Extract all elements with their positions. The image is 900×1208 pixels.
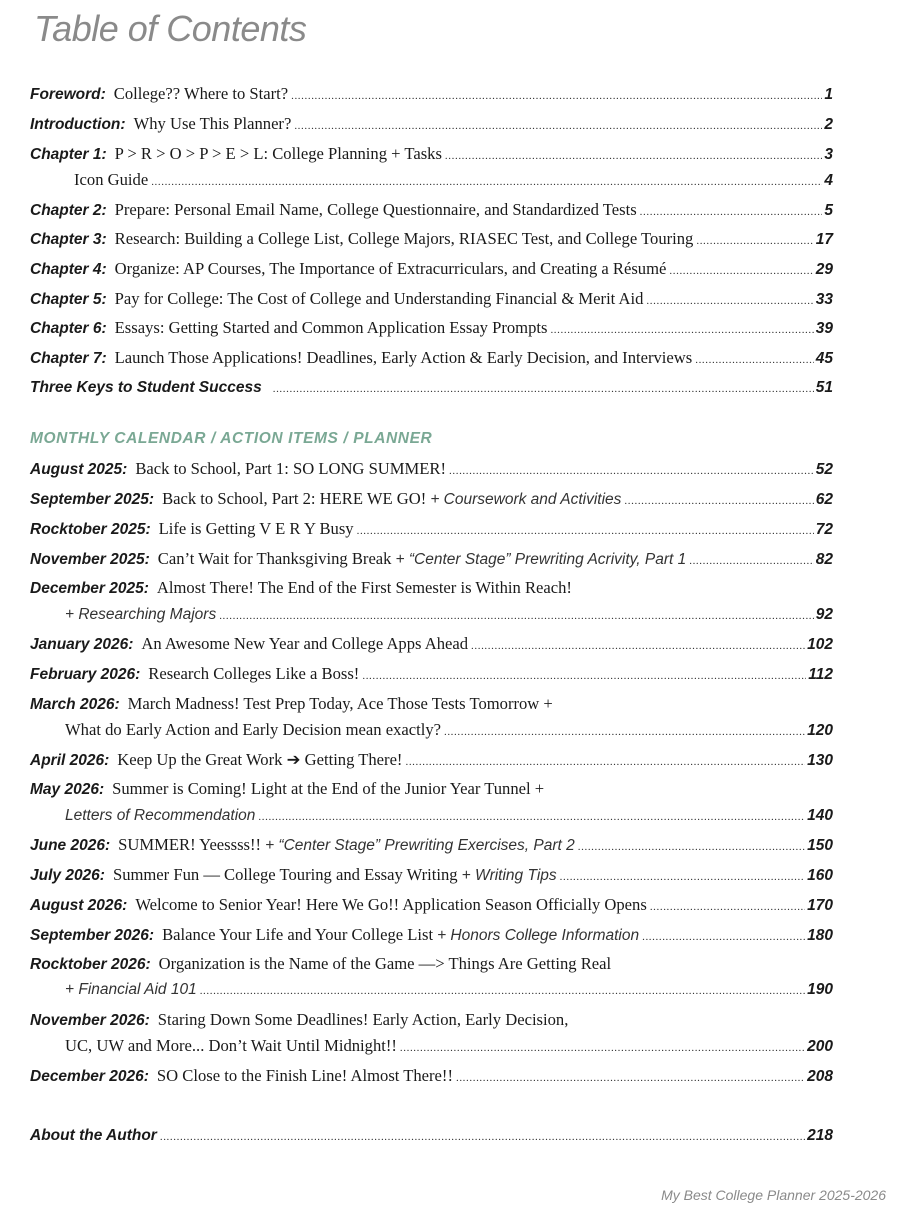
dot-leader xyxy=(642,927,805,947)
toc-entry-rocktober-2025[interactable] xyxy=(30,519,833,541)
entry-title: Launch Those Applications! Deadlines, Early Action & Early Decision, and Interviews xyxy=(114,348,693,367)
toc-entry-mar-2026-cont[interactable] xyxy=(65,720,833,742)
entry-title: Back to School, Part 2: HERE WE GO! xyxy=(162,489,427,508)
dot-leader xyxy=(291,86,822,106)
entry-label: Three Keys to Student Success xyxy=(30,379,262,396)
entry-extra: + Coursework and Activities xyxy=(430,491,622,508)
dot-leader xyxy=(560,867,805,887)
dot-leader xyxy=(219,606,814,626)
page-number: 218 xyxy=(807,1127,833,1144)
dot-leader xyxy=(405,752,805,772)
dot-leader xyxy=(273,379,814,399)
entry-label: Chapter 4: xyxy=(30,261,107,278)
entry-title: P > R > O > P > E > L: College Planning + Tasks xyxy=(114,144,442,163)
entry-label: December 2026: xyxy=(30,1068,149,1085)
dot-leader xyxy=(400,1038,805,1058)
dot-leader xyxy=(578,837,805,857)
dot-leader xyxy=(640,202,823,222)
page-number: 72 xyxy=(815,521,833,538)
entry-title: Staring Down Some Deadlines! Early Action, Early Decision, xyxy=(157,1010,569,1029)
entry-title: Life is Getting V E R Y Busy xyxy=(158,519,354,538)
toc-entry-icon-guide[interactable] xyxy=(74,170,833,192)
toc-entry-chapter-1[interactable] xyxy=(30,144,833,166)
entry-label: March 2026: xyxy=(30,696,120,713)
toc-entry-about-author[interactable] xyxy=(30,1126,833,1147)
entry-label: Chapter 6: xyxy=(30,320,107,337)
entry-label: February 2026: xyxy=(30,666,141,683)
entry-label: September 2026: xyxy=(30,927,155,944)
toc-entry-feb-2026[interactable] xyxy=(30,664,833,686)
entry-label: Foreword: xyxy=(30,86,106,103)
page-number: 190 xyxy=(807,981,833,998)
entry-label: June 2026: xyxy=(30,837,111,854)
toc-entry-chapter-7[interactable] xyxy=(30,348,833,370)
toc-entry-chapter-4[interactable] xyxy=(30,259,833,281)
entry-extra: + “Center Stage” Prewriting Exercises, Part 2 xyxy=(265,837,575,854)
toc-entry-jan-2026[interactable] xyxy=(30,634,833,656)
entry-extra: Letters of Recommendation xyxy=(65,807,256,824)
dot-leader xyxy=(294,116,822,136)
entry-extra: + Financial Aid 101 xyxy=(65,981,197,998)
page-number: 45 xyxy=(815,350,833,367)
dot-leader xyxy=(696,231,813,251)
entry-label: May 2026: xyxy=(30,781,105,798)
entry-label: Chapter 1: xyxy=(30,146,107,163)
entry-title-cont: What do Early Action and Early Decision mean exactly? xyxy=(65,720,441,739)
dot-leader xyxy=(445,146,822,166)
page-number: 150 xyxy=(807,837,833,854)
entry-title: SUMMER! Yeessss!! xyxy=(118,835,262,854)
toc-entry-aug-2025[interactable] xyxy=(30,459,833,481)
toc-entry-chapter-6[interactable] xyxy=(30,318,833,340)
toc-entry-introduction[interactable] xyxy=(30,114,833,136)
entry-title: Organization is the Name of the Game —> Things Are Getting Real xyxy=(158,954,612,973)
entry-label: July 2026: xyxy=(30,867,105,884)
entry-title: Research: Building a College List, College Majors, RIASEC Test, and College Touring xyxy=(114,229,694,248)
entry-title: Essays: Getting Started and Common Application Essay Prompts xyxy=(114,318,548,337)
toc-entry-apr-2026[interactable] xyxy=(30,750,833,772)
section-heading: MONTHLY CALENDAR / ACTION ITEMS / PLANNER xyxy=(30,430,433,447)
entry-label: November 2025: xyxy=(30,551,150,568)
page-number: 180 xyxy=(807,927,833,944)
entry-title: Why Use This Planner? xyxy=(133,114,292,133)
entry-title: Prepare: Personal Email Name, College Questionnaire, and Standardized Tests xyxy=(114,200,637,219)
toc-entry-nov-2026-cont[interactable] xyxy=(65,1036,833,1058)
entry-label: April 2026: xyxy=(30,752,110,769)
toc-entry-may-2026-cont[interactable] xyxy=(65,806,833,827)
dot-leader xyxy=(550,320,813,340)
entry-label: Rocktober 2025: xyxy=(30,521,151,538)
page-number: 4 xyxy=(824,172,833,189)
toc-entry-aug-2026[interactable] xyxy=(30,895,833,917)
footer-book-title: My Best College Planner 2025-2026 xyxy=(661,1187,886,1203)
dot-leader xyxy=(151,172,822,192)
page-number: 82 xyxy=(815,551,833,568)
toc-entry-jul-2026[interactable] xyxy=(30,865,833,887)
entry-label: Rocktober 2026: xyxy=(30,956,151,973)
entry-title: Summer Fun — College Touring and Essay Writing xyxy=(112,865,458,884)
toc-entry-nov-2026[interactable] xyxy=(30,1010,833,1031)
entry-title: Icon Guide xyxy=(74,170,149,189)
entry-label: January 2026: xyxy=(30,636,134,653)
toc-entry-may-2026[interactable] xyxy=(30,779,833,800)
toc-entry-foreword[interactable] xyxy=(30,84,833,106)
page-number: 130 xyxy=(807,752,833,769)
dot-leader xyxy=(624,491,813,511)
toc-entry-chapter-3[interactable] xyxy=(30,229,833,251)
dot-leader xyxy=(695,350,814,370)
entry-label: Introduction: xyxy=(30,116,126,133)
page-number: 102 xyxy=(807,636,833,653)
entry-title-cont: UC, UW and More... Don’t Wait Until Midnight!! xyxy=(65,1036,397,1055)
page-number: 51 xyxy=(815,379,833,396)
page-number: 62 xyxy=(815,491,833,508)
toc-entry-rocktober-2026[interactable] xyxy=(30,954,833,975)
dot-leader xyxy=(357,521,814,541)
dot-leader xyxy=(200,981,805,1001)
toc-entry-dec-2025-cont[interactable] xyxy=(65,605,833,626)
page-number: 1 xyxy=(824,86,833,103)
dot-leader xyxy=(456,1068,805,1088)
page-number: 17 xyxy=(815,231,833,248)
dot-leader xyxy=(258,807,805,827)
entry-extra: + Writing Tips xyxy=(461,867,557,884)
entry-label: Chapter 5: xyxy=(30,291,107,308)
entry-label: December 2025: xyxy=(30,580,149,597)
entry-label: Chapter 3: xyxy=(30,231,107,248)
toc-entry-rocktober-2026-cont[interactable] xyxy=(65,980,833,1001)
page-number: 200 xyxy=(807,1038,833,1055)
toc-entry-sep-2025[interactable] xyxy=(30,489,833,511)
page-number: 33 xyxy=(815,291,833,308)
entry-label: Chapter 2: xyxy=(30,202,107,219)
entry-title: Organize: AP Courses, The Importance of Extracurriculars, and Creating a Résumé xyxy=(114,259,667,278)
dot-leader xyxy=(449,461,814,481)
entry-label: Chapter 7: xyxy=(30,350,107,367)
entry-title: Pay for College: The Cost of College and Understanding Financial & Merit Aid xyxy=(114,289,644,308)
dot-leader xyxy=(362,666,806,686)
page-number: 2 xyxy=(824,116,833,133)
toc-entry-three-keys[interactable] xyxy=(30,378,833,399)
dot-leader xyxy=(689,551,814,571)
entry-extra: + Honors College Information xyxy=(437,927,640,944)
toc-entry-nov-2025[interactable] xyxy=(30,549,833,571)
dot-leader xyxy=(669,261,813,281)
entry-label: September 2025: xyxy=(30,491,155,508)
entry-title: Welcome to Senior Year! Here We Go!! Application Season Officially Opens xyxy=(135,895,647,914)
entry-title: Almost There! The End of the First Semester is Within Reach! xyxy=(156,578,572,597)
entry-title: Summer is Coming! Light at the End of the Junior Year Tunnel + xyxy=(112,779,545,798)
dot-leader xyxy=(471,636,805,656)
entry-label: November 2026: xyxy=(30,1012,150,1029)
page-title: Table of Contents xyxy=(34,8,307,49)
page-number: 140 xyxy=(807,807,833,824)
dot-leader xyxy=(444,722,805,742)
page-number: 52 xyxy=(815,461,833,478)
entry-label: About the Author xyxy=(30,1127,157,1144)
entry-extra: + Researching Majors xyxy=(65,606,217,623)
page-number: 92 xyxy=(815,606,833,623)
toc-entry-jun-2026[interactable] xyxy=(30,835,833,857)
entry-title: College?? Where to Start? xyxy=(113,84,289,103)
entry-label: August 2026: xyxy=(30,897,128,914)
entry-title: Research Colleges Like a Boss! xyxy=(148,664,360,683)
page-number: 5 xyxy=(824,202,833,219)
dot-leader xyxy=(160,1127,805,1147)
page-number: 112 xyxy=(808,666,833,683)
page-number: 170 xyxy=(807,897,833,914)
entry-label: August 2025: xyxy=(30,461,128,478)
page-number: 160 xyxy=(807,867,833,884)
toc-entry-dec-2026[interactable] xyxy=(30,1066,833,1088)
toc-entry-dec-2025[interactable] xyxy=(30,578,833,599)
toc-entry-sep-2026[interactable] xyxy=(30,925,833,947)
entry-title: March Madness! Test Prep Today, Ace Those Tests Tomorrow + xyxy=(127,694,553,713)
entry-title: An Awesome New Year and College Apps Ahead xyxy=(141,634,469,653)
entry-title: Keep Up the Great Work ➔ Getting There! xyxy=(117,750,403,769)
toc-entry-chapter-2[interactable] xyxy=(30,200,833,222)
toc-entry-chapter-5[interactable] xyxy=(30,289,833,311)
page-number: 29 xyxy=(815,261,833,278)
page-number: 120 xyxy=(807,722,833,739)
entry-title: SO Close to the Finish Line! Almost There!! xyxy=(156,1066,453,1085)
page-number: 39 xyxy=(815,320,833,337)
entry-title: Balance Your Life and Your College List xyxy=(162,925,434,944)
page-number: 3 xyxy=(824,146,833,163)
toc-entry-mar-2026[interactable] xyxy=(30,694,833,715)
dot-leader xyxy=(650,897,805,917)
entry-extra: + “Center Stage” Prewriting Acrivity, Part 1 xyxy=(395,551,687,568)
dot-leader xyxy=(646,291,813,311)
entry-title: Can’t Wait for Thanksgiving Break xyxy=(157,549,392,568)
entry-title: Back to School, Part 1: SO LONG SUMMER! xyxy=(135,459,447,478)
page-number: 208 xyxy=(807,1068,833,1085)
